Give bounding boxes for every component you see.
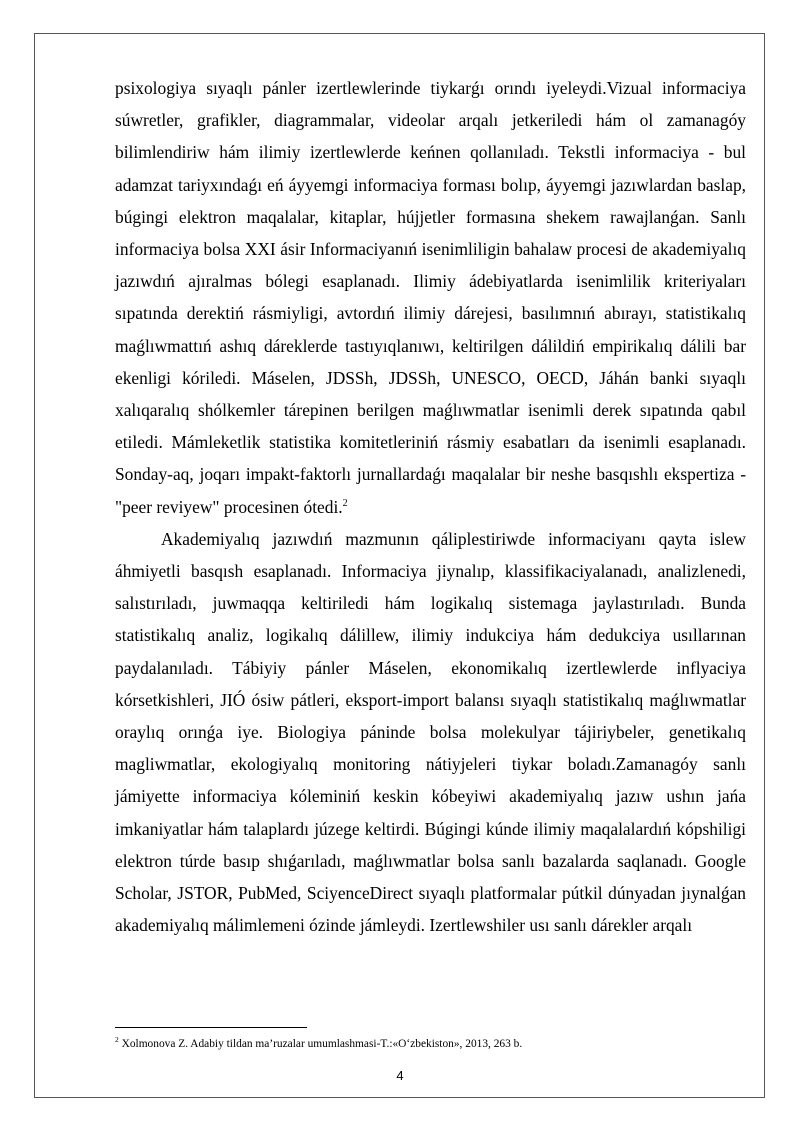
footnote-text: Xolmonova Z. Adabiy tildan ma’ruzalar umumlashmasi-T.:«O‘zbekiston», 2013, 263 b. xyxy=(121,1038,523,1050)
footnote-separator xyxy=(115,1027,307,1028)
page-number: 4 xyxy=(396,1068,404,1083)
footnote-reference[interactable]: 2 xyxy=(342,497,348,509)
footnote-marker: 2 xyxy=(115,1035,119,1045)
body-paragraph-2: Akademiyalıq jazıwdıń mazmunın qáliplestiriwde informaciyanı qayta islew áhmiyetli basqısh esaplanadı. Informaciya jiynalıp, klassifikaciyalanadı, analizlenedi, salıstırıladı, juwmaqqa keltiriledi hám logikalıq sistemaga jaylastırıladı. Bunda statistikalıq analiz, logikalıq dálillew, ilimiy indukciya hám dedukciya usıllarınan paydalanıladı. Tábiyiy pánler Máselen, ekonomikalıq izertlewlerde inflyaciya kórsetkishleri, JIÓ ósiw pátleri, eksport-import balansı sıyaqlı statistikalıq maǵlıwmatlar oraylıq orınǵa iye. Biologiya páninde bolsa molekulyar tájiriybeler, genetikalıq magliwmatlar, ekologiyalıq monitoring nátiyjeleri tiykar boladı.Zamanagóy sanlı jámiyette informaciya kóleminiń keskin kóbeyiwi akademiyalıq jazıw ushın jańa imkaniyatlar hám talaplardı júzege keltirdi. Búgingi kúnde ilimiy maqalalardıń kópshiligi elektron túrde basıp shıǵarıladı, maǵlıwmatlar bolsa sanlı bazalarda saqlanadı. Google Scholar, JSTOR, PubMed, SciyenceDirect sıyaqlı platformalar pútkil dúnyadan jıynalǵan akademiyalıq málimlemeni ózinde jámleydi. Izertlewshiler usı sanlı dárekler arqalı xyxy=(115,528,746,936)
footnote xyxy=(115,1037,746,1051)
paragraph-1-text: psixologiya sıyaqlı pánler izertlewlerinde tiykarǵı orındı iyeleydi.Vizual informaciya súwretler, grafikler, diagrammalar, videolar arqalı jetkeriledi hám ol zamanagóy bilimlendiriw hám ilimiy izertlewlerde keńnen qollanıladı. Tekstli informaciya - bul adamzat tariyxındaǵı eń áyyemgi informaciya forması bolıp, áyyemgi jazıwlardan baslap, búgingi elektron maqalalar, kitaplar, hújjetler formasına shekem rawajlanǵan. Sanlı informaciya bolsa XXI ásir Informaciyanıń isenimliligin bahalaw procesi de akademiyalıq jazıwdıń ajıralmas bólegi esaplanadı. Ilimiy ádebiyatlarda isenimlilik kriteriyaları sıpatında derektiń rásmiyligi, avtordıń ilimiy dárejesi, basılımnıń abırayı, statistikalıq maǵlıwmattıń ashıq dáreklerde tastıyıqlanıwı, keltirilgen dálildiń empirikalıq dálili bar ekenligi kóriledi. Máselen, JDSSh, JDSSh, UNESCO, OECD, Jáhán banki sıyaqlı xalıqaralıq shólkemler tárepinen berilgen maǵlıwmatlar isenimli derek sıpatında qabıl etiledi. Mámleketlik statistika komitetleriniń rásmiy esabatları da isenimli esaplanadı. Sonday-aq, joqarı impakt-faktorlı jurnallardaǵı maqalalar bir neshe basqıshlı ekspertiza - "peer reviyew" procesinen ótedi. xyxy=(115,78,746,517)
body-paragraph-1 xyxy=(115,72,746,523)
page-body xyxy=(115,72,746,941)
